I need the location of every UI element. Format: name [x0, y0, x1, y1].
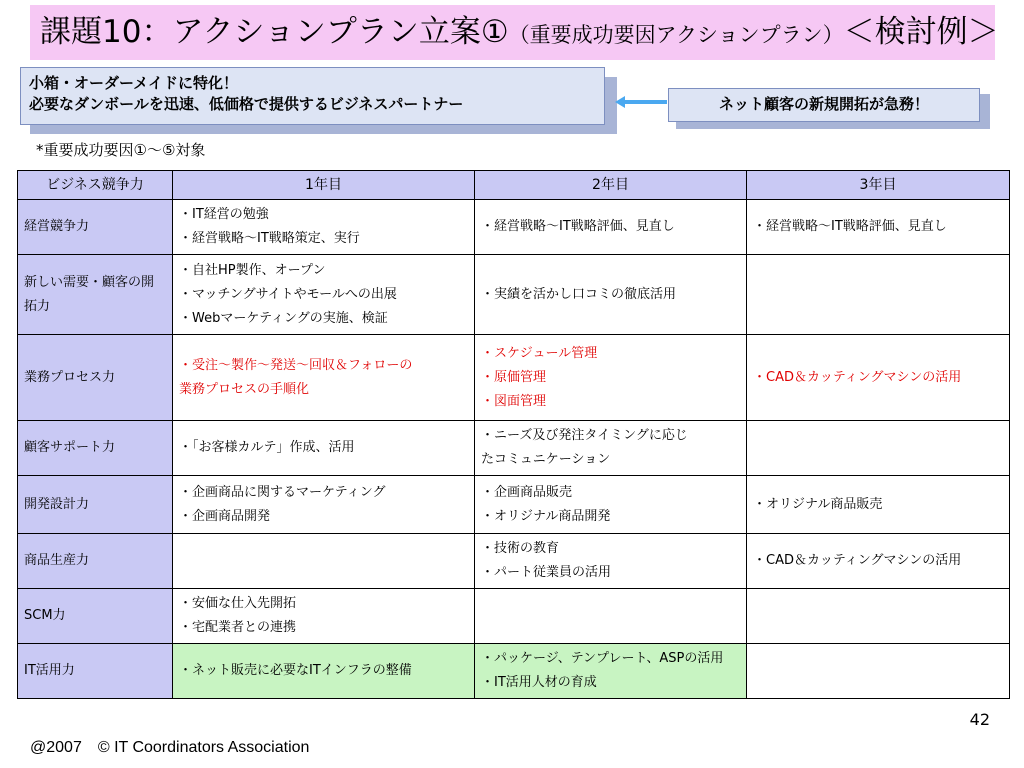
year1-cell — [173, 476, 475, 534]
cell-line: ・実績を活かし口コミの徹底活用 — [481, 286, 677, 302]
year3-cell — [747, 534, 1010, 589]
table-row — [18, 534, 1010, 589]
year3-cell — [747, 200, 1010, 255]
table-row — [18, 200, 1010, 255]
cell-line: ・IT活用人材の育成 — [481, 675, 597, 690]
cell-line: ・企画商品に関するマーケティング — [179, 484, 386, 500]
table-row — [18, 335, 1010, 421]
cell-line: ・自社HP製作、オープン — [179, 262, 326, 278]
year1-cell — [173, 589, 475, 644]
vision-line-1: 小箱・オーダーメイドに特化！ — [29, 74, 238, 92]
year1-cell — [173, 200, 475, 255]
category-cell: 顧客サポート力 — [18, 421, 173, 476]
cell-line: ・企画商品開発 — [179, 508, 271, 524]
year2-cell — [475, 335, 747, 421]
cell-line: ・技術の教育 — [481, 541, 560, 556]
cell-line: ・マッチングサイトやモールへの出展 — [179, 286, 397, 302]
table-row — [18, 644, 1010, 699]
cell-line: ・図面管理 — [481, 393, 547, 409]
cell-line: ・経営戦略～IT戦略評価、見直し — [753, 219, 947, 234]
category-cell: 商品生産力 — [18, 534, 173, 589]
cell-line: ・経営戦略～IT戦略評価、見直し — [481, 219, 675, 234]
year2-cell — [475, 421, 747, 476]
cell-line: たコミュニケーション — [481, 452, 611, 467]
header-cell: 1年目 — [173, 171, 475, 200]
header-cell: ビジネス競争力 — [18, 171, 173, 200]
action-plan-table — [17, 170, 1010, 699]
year2-cell — [475, 200, 747, 255]
table-row — [18, 476, 1010, 534]
cell-line: ・オリジナル商品開発 — [481, 508, 611, 524]
cell-line: 業務プロセスの手順化 — [179, 381, 310, 397]
cell-line: ・経営戦略～IT戦略策定、実行 — [179, 231, 360, 246]
year3-cell — [747, 589, 1010, 644]
issue-callout — [668, 88, 980, 122]
year3-cell — [747, 335, 1010, 421]
header-cell: 2年目 — [475, 171, 747, 200]
left-arrow-icon — [615, 95, 667, 109]
page-title — [40, 9, 999, 58]
year3-cell — [747, 255, 1010, 335]
title-main: 課題10：アクションプラン立案① — [40, 14, 509, 50]
cell-line: ・スケジュール管理 — [481, 345, 598, 361]
category-cell: 新しい需要・顧客の開拓力 — [18, 255, 173, 335]
cell-line: ・受注～製作～発送～回収＆フォローの — [179, 357, 413, 373]
header-cell: 3年目 — [747, 171, 1010, 200]
year2-cell — [475, 589, 747, 644]
title-sub: （重要成功要因アクションプラン） — [508, 23, 844, 47]
cell-line: ・パート従業員の活用 — [481, 565, 612, 580]
category-cell: IT活用力 — [18, 644, 173, 699]
cell-line: ・オリジナル商品販売 — [753, 496, 883, 512]
table-row — [18, 421, 1010, 476]
year2-cell — [475, 534, 747, 589]
cell-line: ・パッケージ、テンプレート、ASPの活用 — [481, 651, 724, 666]
cell-line: ・ニーズ及び発注タイミングに応じ — [481, 428, 688, 443]
note-text: *重要成功要因①～⑤対象 — [36, 141, 206, 159]
table-row — [18, 589, 1010, 644]
cell-line: ・Webマーケティングの実施、検証 — [179, 310, 388, 326]
cell-line: ・原価管理 — [481, 369, 547, 385]
category-cell: 開発設計力 — [18, 476, 173, 534]
page-number: 42 — [969, 710, 990, 729]
year1-cell — [173, 534, 475, 589]
year3-cell — [747, 476, 1010, 534]
year1-cell — [173, 335, 475, 421]
cell-line: ・安価な仕入先開拓 — [179, 596, 297, 611]
year3-cell — [747, 644, 1010, 699]
category-cell: 業務プロセス力 — [18, 335, 173, 421]
year3-cell — [747, 421, 1010, 476]
category-cell: 経営競争力 — [18, 200, 173, 255]
year1-cell — [173, 421, 475, 476]
cell-line: ・「お客様カルテ」作成、活用 — [179, 440, 355, 455]
year2-cell — [475, 255, 747, 335]
vision-line-2: 必要なダンボールを迅速、低価格で提供するビジネスパートナー — [29, 95, 464, 113]
year1-cell — [173, 255, 475, 335]
footer-copyright: @2007 © IT Coordinators Association — [30, 739, 310, 756]
year2-cell — [475, 644, 747, 699]
cell-line: ・企画商品販売 — [481, 484, 573, 500]
table-header-row — [18, 171, 1010, 200]
vision-callout — [20, 67, 605, 125]
cell-line: ・IT経営の勉強 — [179, 207, 269, 222]
title-tail: ＜検討例＞ — [843, 14, 999, 50]
cell-line: ・ネット販売に必要なITインフラの整備 — [179, 663, 412, 678]
issue-text: ネット顧客の新規開拓が急務！ — [718, 95, 929, 113]
cell-line: ・宅配業者との連携 — [179, 620, 297, 635]
year2-cell — [475, 476, 747, 534]
year1-cell — [173, 644, 475, 699]
table-row — [18, 255, 1010, 335]
cell-line: ・CAD＆カッティングマシンの活用 — [753, 369, 962, 385]
category-cell: SCM力 — [18, 589, 173, 644]
cell-line: ・CAD＆カッティングマシンの活用 — [753, 553, 962, 568]
